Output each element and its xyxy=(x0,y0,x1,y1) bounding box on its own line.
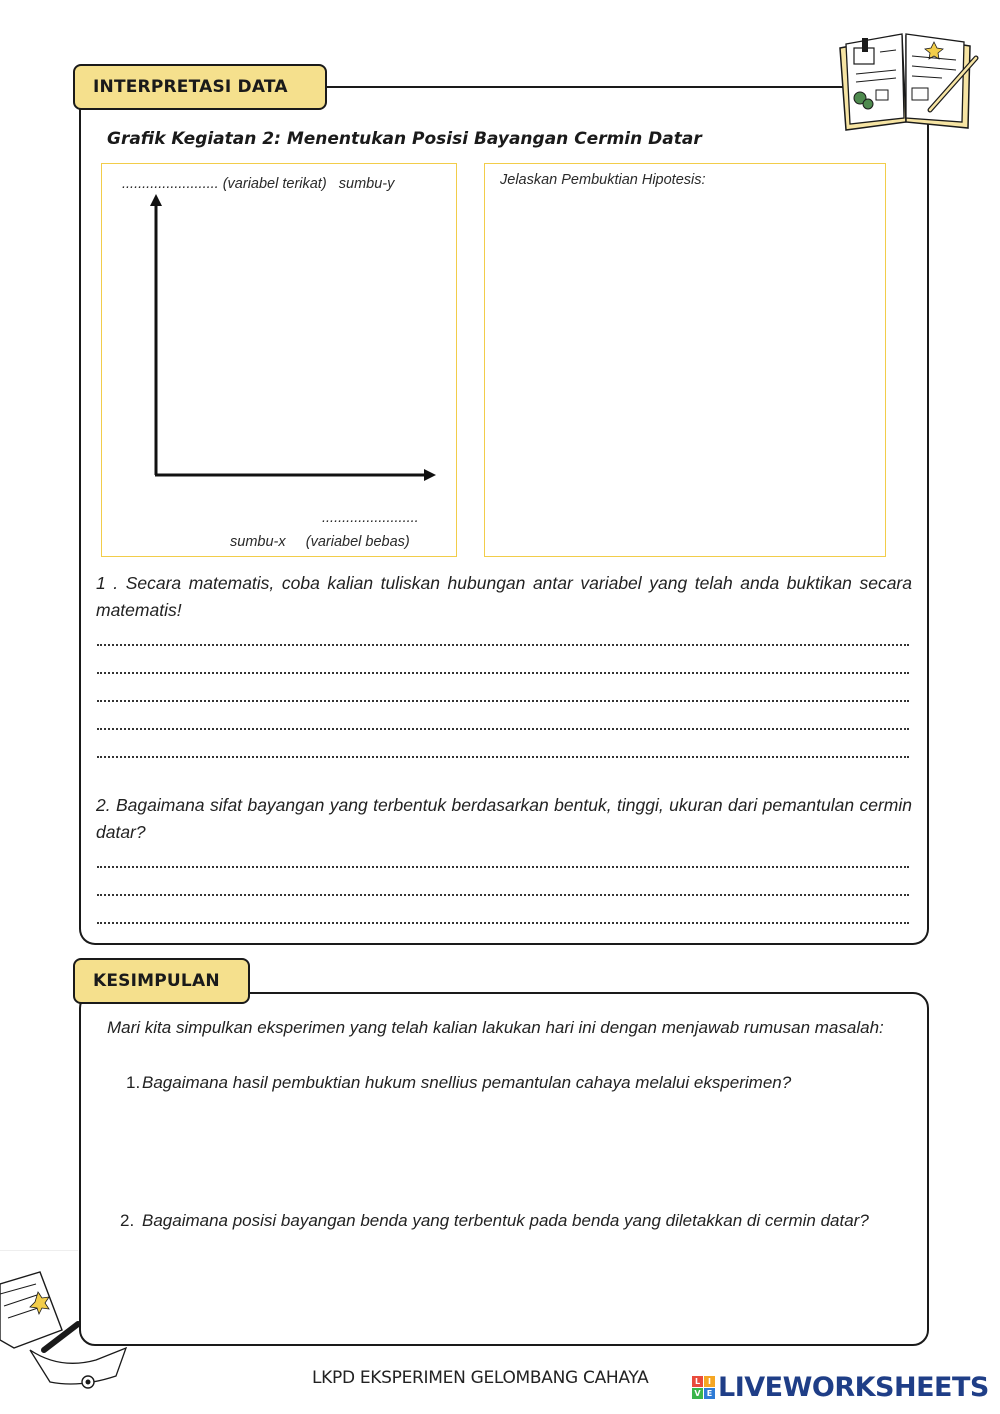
brand-badge-icon xyxy=(692,1376,715,1399)
hypothesis-label: Jelaskan Pembuktian Hipotesis: xyxy=(500,172,706,188)
notebook-illustration-icon xyxy=(832,26,982,134)
x-axis-arrow-icon xyxy=(424,469,436,481)
brand-name: LIVEWORKSHEETS xyxy=(718,1372,989,1403)
answer-area-1[interactable] xyxy=(140,1102,910,1198)
answer-area-2[interactable] xyxy=(140,1266,910,1336)
answer-line[interactable] xyxy=(97,866,909,868)
brand-badge-v: V xyxy=(692,1388,703,1399)
kesimpulan-intro: Mari kita simpulkan eksperimen yang telah kalian lakukan hari ini dengan menjawab rumusan masalah: xyxy=(107,1018,884,1037)
x-axis-caption xyxy=(230,534,410,550)
question-1: 1 . Secara matematis, coba kalian tuliskan hubungan antar variabel yang telah anda buktikan secara matematis! xyxy=(96,573,912,620)
answer-line[interactable] xyxy=(97,644,909,646)
kesimpulan-item-2 xyxy=(120,1207,880,1234)
notebook-sketch-icon xyxy=(0,1250,135,1400)
kesimpulan-tab-label: KESIMPULAN xyxy=(93,971,220,991)
footer-title: LKPD EKSPERIMEN GELOMBANG CAHAYA xyxy=(312,1368,649,1388)
kesimpulan-item-1 xyxy=(126,1069,906,1096)
brand-logo[interactable] xyxy=(692,1372,989,1403)
hypothesis-box[interactable] xyxy=(484,163,886,557)
interpretasi-tab xyxy=(73,64,327,110)
kesimpulan-item-1-num: 1. xyxy=(126,1073,141,1092)
header-line xyxy=(325,86,845,88)
answer-line[interactable] xyxy=(97,700,909,702)
graph-axes xyxy=(102,164,458,558)
answer-line[interactable] xyxy=(97,756,909,758)
x-axis-label: sumbu-x xyxy=(230,534,286,550)
graph-title: Grafik Kegiatan 2: Menentukan Posisi Bayangan Cermin Datar xyxy=(107,129,702,149)
kesimpulan-item-1-text: Bagaimana hasil pembuktian hukum snellius pemantulan cahaya melalui eksperimen? xyxy=(142,1073,792,1092)
y-axis-label: sumbu-y xyxy=(338,176,395,192)
kesimpulan-item-2-text: Bagaimana posisi bayangan benda yang terbentuk pada benda yang diletakkan di cermin datar? xyxy=(142,1211,869,1230)
y-variable-label: (variabel terikat) xyxy=(222,176,327,192)
y-axis-arrow-icon xyxy=(150,194,162,206)
answer-line[interactable] xyxy=(97,894,909,896)
answer-line[interactable] xyxy=(97,728,909,730)
interpretasi-tab-label: INTERPRETASI DATA xyxy=(93,77,288,97)
brand-badge-l: L xyxy=(692,1376,703,1387)
brand-badge-e: E xyxy=(704,1388,715,1399)
graph-box xyxy=(101,163,457,557)
y-blank[interactable]: ........................ xyxy=(122,176,219,192)
x-blank[interactable]: ........................ xyxy=(322,510,419,526)
question-2: 2. Bagaimana sifat bayangan yang terbentuk berdasarkan bentuk, tinggi, ukuran dari pemantulan cermin datar? xyxy=(96,795,912,842)
x-variable-label: (variabel bebas) xyxy=(305,534,410,550)
answer-line[interactable] xyxy=(97,672,909,674)
answer-line[interactable] xyxy=(97,922,909,924)
kesimpulan-item-2-num: 2. xyxy=(120,1211,135,1230)
brand-badge-i: I xyxy=(704,1376,715,1387)
kesimpulan-tab xyxy=(73,958,250,1004)
